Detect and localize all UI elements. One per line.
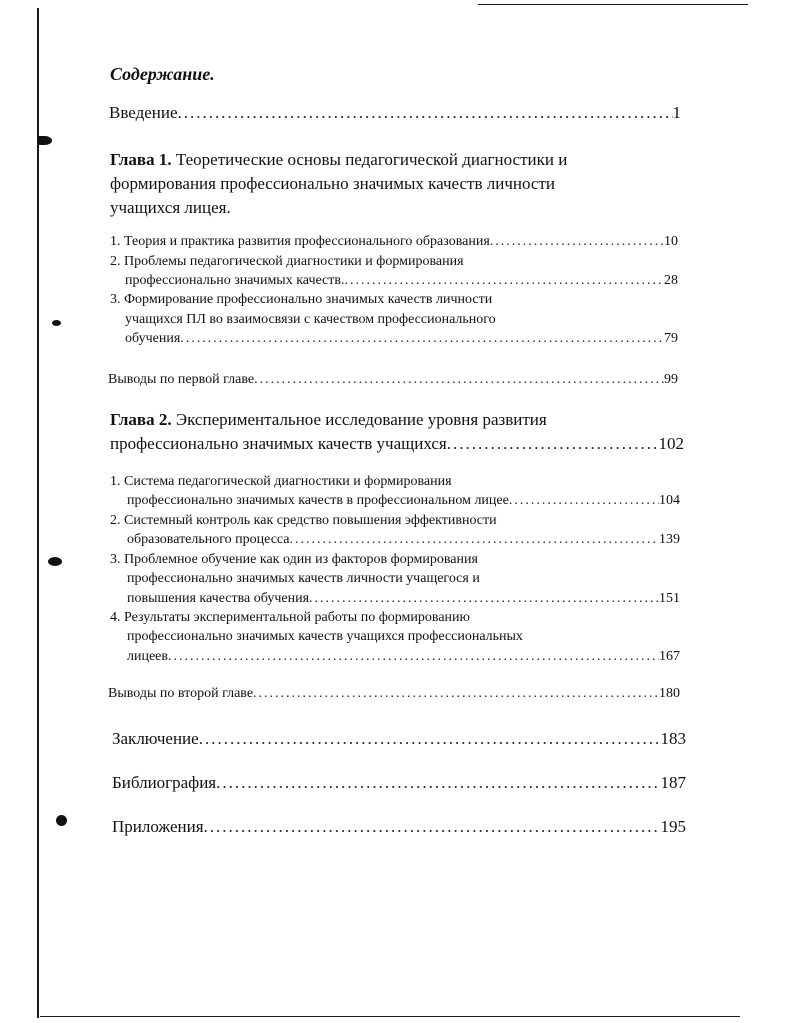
scan-border-top (478, 4, 748, 5)
dot-leader (290, 532, 659, 548)
chapter1-title-line2: формирования профессионально значимых качеств личности (110, 174, 555, 193)
toc-appendices (112, 817, 686, 837)
toc-ch2-s1 (127, 493, 680, 509)
toc-ch2-s3-line2: профессионально значимых качеств личности учащегося и (127, 571, 480, 586)
toc-ch1-s3 (125, 331, 678, 347)
chapter2-prefix: Глава 2. (110, 410, 172, 429)
chapter1-heading (110, 148, 670, 220)
toc-ch2-s4-page: 167 (659, 649, 680, 664)
toc-intro (109, 103, 681, 123)
toc-ch1-s2-label: профессионально значимых качеств. (125, 273, 345, 288)
chapter2-heading (110, 408, 684, 456)
toc-ch2-s4-line1: 4. Результаты экспериментальной работы по формированию (110, 610, 470, 625)
toc-ch1-s1-page: 10 (664, 234, 678, 249)
chapter1-title-line1: Теоретические основы педагогической диагностики и (175, 150, 568, 169)
scan-border-bottom (40, 1016, 740, 1017)
dot-leader (253, 686, 659, 702)
toc-ch2-s3-page: 151 (659, 591, 680, 606)
toc-conclusion (112, 729, 686, 749)
dot-leader (309, 591, 659, 607)
toc-bibliography (112, 773, 686, 793)
dot-leader (199, 729, 661, 749)
toc-ch1-conclusion-label: Выводы по первой главе (108, 372, 255, 387)
toc-ch2-s1-label: профессионально значимых качеств в профессиональном лицее (127, 493, 509, 508)
punch-mark-3 (48, 557, 62, 566)
toc-appendices-label: Приложения (112, 817, 204, 836)
toc-ch2-s4-label: лицеев (127, 649, 169, 664)
dot-leader (509, 493, 659, 509)
toc-bibliography-label: Библиография (112, 773, 217, 792)
dot-leader (180, 331, 664, 347)
toc-conclusion-label: Заключение (112, 729, 199, 748)
toc-intro-label: Введение (109, 103, 178, 122)
chapter2-title-line2 (110, 432, 684, 456)
dot-leader (178, 103, 673, 123)
toc-ch1-s2 (125, 273, 678, 289)
toc-ch1-s3-page: 79 (664, 331, 678, 346)
toc-ch1-s1-label: 1. Теория и практика развития профессионального образования (110, 234, 490, 249)
page-title: Содержание. (110, 64, 215, 84)
dot-leader (254, 372, 664, 388)
punch-mark-1 (38, 136, 52, 145)
chapter2-title-line1: Экспериментальное исследование уровня развития (175, 410, 547, 429)
dot-leader (168, 649, 659, 665)
toc-ch2-s1-page: 104 (659, 493, 680, 508)
toc-ch1-s2-line1: 2. Проблемы педагогической диагностики и формирования (110, 254, 464, 269)
toc-bibliography-page: 187 (660, 773, 686, 792)
chapter2-title-line2-label: профессионально значимых качеств учащихся (110, 434, 447, 453)
toc-ch2-s2 (127, 532, 680, 548)
toc-appendices-page: 195 (660, 817, 686, 836)
toc-ch1-conclusion-page: 99 (664, 372, 678, 387)
toc-intro-page: 1 (672, 103, 681, 122)
dot-leader (216, 773, 660, 793)
toc-ch1-conclusion (108, 372, 678, 388)
toc-ch2-s4-line2: профессионально значимых качеств учащихся профессиональных (127, 629, 523, 644)
toc-ch2-s2-page: 139 (659, 532, 680, 547)
toc-ch2-s3-line1: 3. Проблемное обучение как один из факторов формирования (110, 552, 478, 567)
toc-ch1-s2-page: 28 (664, 273, 678, 288)
toc-ch2-s2-label: образовательного процесса (127, 532, 290, 547)
dot-leader (490, 234, 664, 250)
toc-ch2-s3-label: повышения качества обучения (127, 591, 310, 606)
chapter1-prefix: Глава 1. (110, 150, 172, 169)
toc-ch1-s3-label: обучения (125, 331, 181, 346)
punch-mark-4 (56, 815, 67, 826)
toc-ch2-s2-line1: 2. Системный контроль как средство повышения эффективности (110, 513, 497, 528)
toc-ch1-s3-line1: 3. Формирование профессионально значимых качеств личности (110, 292, 493, 307)
dot-leader (204, 817, 661, 837)
toc-ch2-conclusion-label: Выводы по второй главе (108, 686, 254, 701)
scan-border-left (37, 8, 39, 1018)
chapter2-page: 102 (658, 434, 684, 453)
toc-ch1-s3-line2: учащихся ПЛ во взаимосвязи с качеством профессионального (125, 312, 496, 327)
toc-conclusion-page: 183 (660, 729, 686, 748)
toc-ch2-s3 (127, 591, 680, 607)
dot-leader (447, 432, 659, 456)
toc-ch2-s4 (127, 649, 680, 665)
punch-mark-2 (52, 320, 61, 326)
chapter1-title-line3: учащихся лицея. (110, 198, 231, 217)
toc-ch2-conclusion-page: 180 (659, 686, 680, 701)
toc-ch2-s1-line1: 1. Система педагогической диагностики и формирования (110, 474, 452, 489)
toc-ch1-s1 (110, 234, 678, 250)
toc-ch2-conclusion (108, 686, 680, 702)
dot-leader (345, 273, 664, 289)
